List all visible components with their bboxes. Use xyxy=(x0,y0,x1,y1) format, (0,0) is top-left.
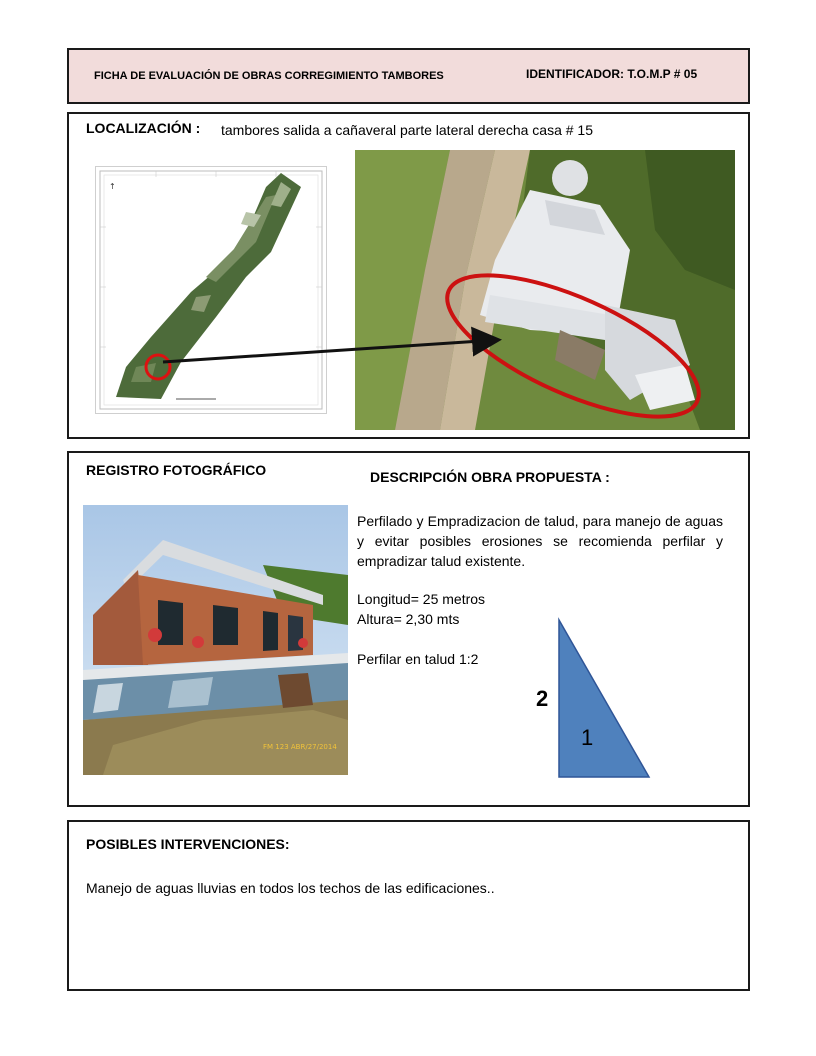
header-box xyxy=(67,48,750,104)
form-title: FICHA DE EVALUACIÓN DE OBRAS CORREGIMIENTO TAMBORES xyxy=(94,70,444,82)
aerial-photo xyxy=(355,150,735,430)
interventions-text: Manejo de aguas lluvias en todos los techos de las edificaciones.. xyxy=(86,880,495,896)
location-map xyxy=(95,166,327,414)
description-details xyxy=(357,589,485,669)
length-text: Longitud= 25 metros xyxy=(357,591,486,607)
height-text: Altura= 2,30 mts xyxy=(357,611,460,627)
photo-record-section xyxy=(67,451,750,807)
interventions-section xyxy=(67,820,750,991)
photo-date-stamp: FM 123 ABR/27/2014 xyxy=(263,743,337,751)
location-section xyxy=(67,112,750,439)
slope-vertical-label: 2 xyxy=(536,686,549,711)
description-label: DESCRIPCIÓN OBRA PROPUESTA : xyxy=(370,469,610,485)
location-label: LOCALIZACIÓN : xyxy=(86,120,201,136)
location-text: tambores salida a cañaveral parte lateral derecha casa # 15 xyxy=(221,122,593,138)
house-photo xyxy=(83,505,348,775)
photo-record-label: REGISTRO FOTOGRÁFICO xyxy=(86,462,267,478)
description-paragraph: Perfilado y Empradizacion de talud, para manejo de aguas y evitar posibles erosiones se recomienda perfilar y empradizar talud existente. xyxy=(357,513,723,569)
form-identifier: IDENTIFICADOR: T.O.M.P # 05 xyxy=(526,67,698,81)
slope-text: Perfilar en talud 1:2 xyxy=(357,651,479,667)
interventions-label: POSIBLES INTERVENCIONES: xyxy=(86,836,290,852)
svg-text:↑: ↑ xyxy=(109,182,116,191)
slope-triangle xyxy=(529,615,659,785)
slope-horizontal-label: 1 xyxy=(581,725,594,750)
